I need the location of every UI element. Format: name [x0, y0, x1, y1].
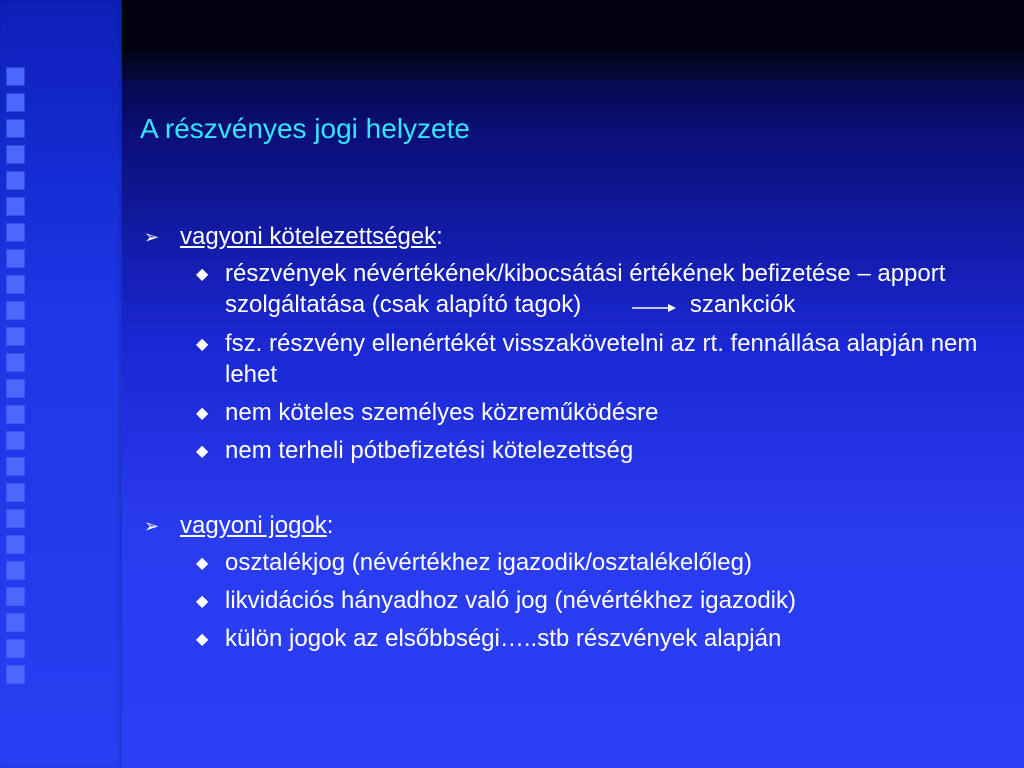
diamond-bullet-icon: ◆	[196, 555, 209, 573]
diamond-bullet-icon: ◆	[196, 631, 209, 649]
decor-square	[7, 510, 24, 527]
list-item-text: külön jogok az elsőbbségi…..stb részvények alapján	[225, 625, 782, 653]
decor-square	[7, 614, 24, 631]
decor-square	[7, 458, 24, 475]
list-item-text: likvidációs hányadhoz való jog (névértékhez igazodik)	[225, 587, 796, 615]
decor-square	[7, 120, 24, 137]
section-heading-obligations	[144, 222, 1004, 252]
section-spacer	[144, 473, 1004, 511]
decor-square	[7, 224, 24, 241]
decor-square	[7, 536, 24, 553]
list-item	[144, 547, 1004, 578]
decor-square	[7, 328, 24, 345]
section-heading-text: vagyoni jogok	[180, 512, 327, 540]
decor-square	[7, 380, 24, 397]
diamond-bullet-icon: ◆	[196, 336, 209, 354]
decor-square	[7, 276, 24, 293]
list-item-text: fsz. részvény ellenértékét visszakövetelni az rt. fennállása alapján nem lehet	[225, 330, 978, 389]
list-item	[144, 435, 1004, 466]
list-item	[144, 397, 1004, 428]
section-heading-text: vagyoni kötelezettségek	[180, 223, 437, 250]
decor-square	[7, 588, 24, 605]
diamond-bullet-icon: ◆	[196, 266, 209, 283]
list-item	[144, 328, 1004, 390]
arrow-bullet-icon: ➢	[144, 227, 160, 247]
decor-squares	[7, 68, 27, 692]
arrow-bullet-icon: ➢	[144, 516, 160, 537]
decor-square	[7, 198, 24, 215]
top-dark-band	[122, 0, 1024, 52]
decor-square	[7, 484, 24, 501]
list-item-text: osztalékjog (névértékhez igazodik/osztalékelőleg)	[225, 549, 752, 577]
decor-square	[7, 354, 24, 371]
decor-square	[7, 640, 24, 657]
list-item-text: nem terheli pótbefizetési kötelezettség	[225, 437, 634, 465]
decor-square	[7, 432, 24, 449]
decor-square	[7, 94, 24, 111]
right-arrow-icon	[632, 290, 676, 321]
decor-square	[7, 562, 24, 579]
diamond-bullet-icon: ◆	[196, 443, 209, 461]
list-item	[144, 585, 1004, 616]
slide-title: A részvényes jogi helyzete	[140, 113, 470, 144]
decor-square	[7, 172, 24, 189]
slide-content	[144, 222, 1004, 661]
list-item-text: nem köteles személyes közreműködésre	[225, 399, 659, 427]
section-heading-rights	[144, 511, 1004, 541]
section-heading-colon: :	[436, 223, 443, 250]
decor-square	[7, 406, 24, 423]
diamond-bullet-icon: ◆	[196, 405, 209, 423]
decor-square	[7, 68, 24, 85]
decor-square	[7, 666, 24, 683]
decor-square	[7, 250, 24, 267]
list-item-text: részvények névértékének/kibocsátási értékének befizetése – apport szolgáltatása (csak alapító tagok)	[225, 260, 946, 318]
top-band-gradient	[122, 52, 1024, 80]
section-heading-colon: :	[326, 512, 334, 540]
decor-square	[7, 302, 24, 319]
list-item	[144, 258, 1004, 321]
list-item-suffix: szankciók	[689, 291, 796, 318]
decor-square	[7, 146, 24, 163]
list-item	[144, 623, 1004, 654]
diamond-bullet-icon: ◆	[196, 593, 209, 611]
